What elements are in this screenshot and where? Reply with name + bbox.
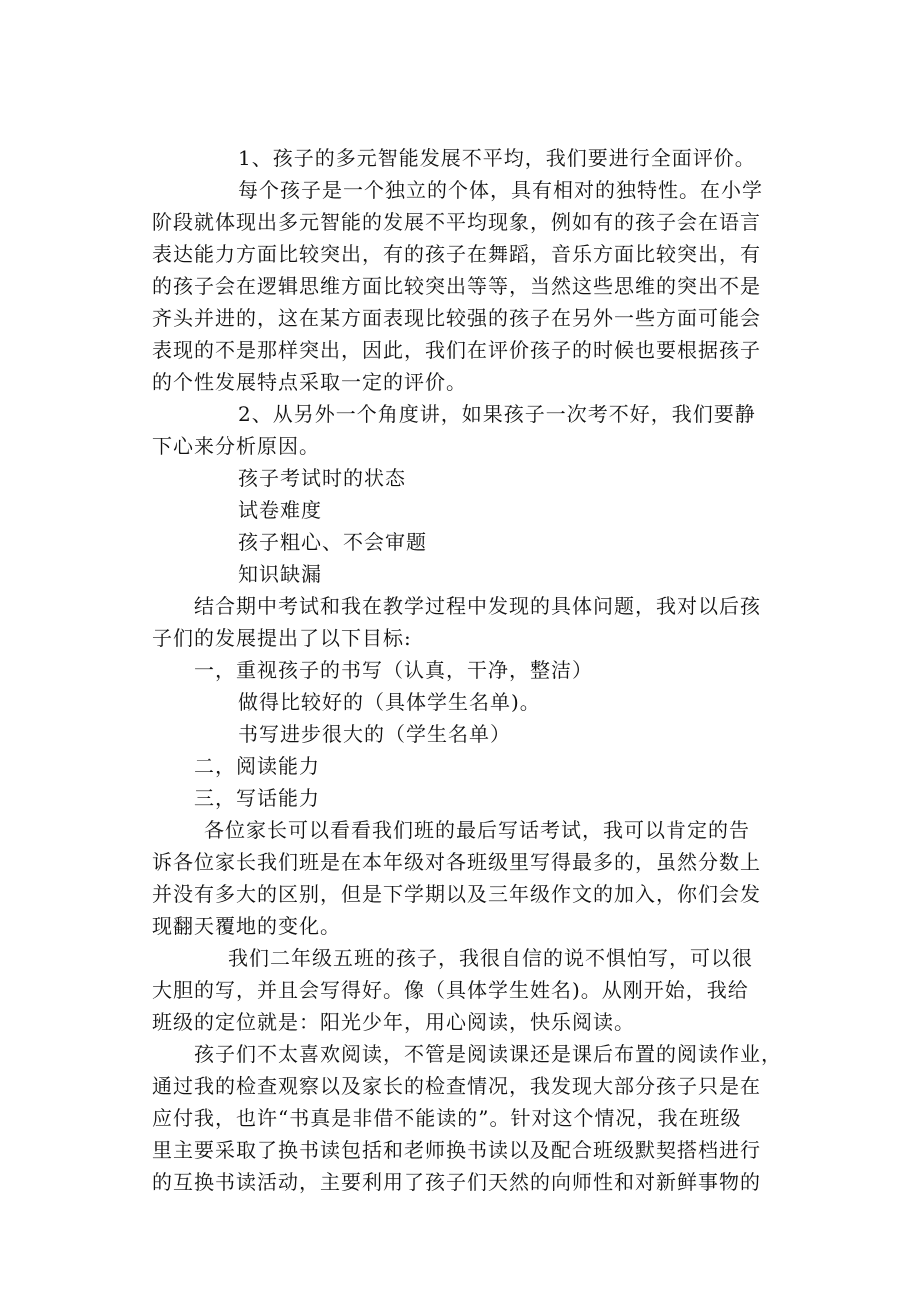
paragraph-line: 各位家长可以看看我们班的最后写话考试，我可以肯定的告 — [204, 818, 750, 842]
paragraph-line: 每个孩子是一个独立的个体，具有相对的独特性。在小学 — [238, 178, 763, 202]
heading-point-2: 2、从另外一个角度讲，如果孩子一次考不好，我们要静 — [238, 402, 756, 426]
goal-heading-3: 三，写话能力 — [194, 786, 320, 810]
paragraph-line: 表现的不是那样突出，因此，我们在评价孩子的时候也要根据孩子 — [152, 338, 761, 362]
paragraph-line: 表达能力方面比较突出，有的孩子在舞蹈，音乐方面比较突出，有 — [152, 242, 761, 266]
paragraph-line: 齐头并进的，这在某方面表现比较强的孩子在另外一些方面可能会 — [152, 306, 761, 330]
paragraph-line: 里主要采取了换书读包括和老师换书读以及配合班级默契搭档进行 — [152, 1138, 761, 1162]
goal-heading-2: 二，阅读能力 — [194, 754, 320, 778]
paragraph-line: 子们的发展提出了以下目标: — [152, 626, 412, 650]
paragraph-line: 孩子们不太喜欢阅读，不管是阅读课还是课后布置的阅读作业， — [194, 1042, 782, 1066]
paragraph-line: 阶段就体现出多元智能的发展不平均现象，例如有的孩子会在语言 — [152, 210, 761, 234]
paragraph-line: 班级的定位就是：阳光少年，用心阅读，快乐阅读。 — [152, 1010, 635, 1034]
paragraph-line: 下心来分析原因。 — [152, 434, 320, 458]
paragraph-line: 通过我的检查观察以及家长的检查情况，我发现大部分孩子只是在 — [152, 1074, 761, 1098]
list-item: 孩子粗心、不会审题 — [238, 530, 427, 554]
paragraph-line: 现翻天覆地的变化。 — [152, 914, 341, 938]
list-item: 孩子考试时的状态 — [238, 466, 406, 490]
paragraph-line: 结合期中考试和我在教学过程中发现的具体问题，我对以后孩 — [194, 594, 761, 618]
paragraph-line: 我们二年级五班的孩子，我很自信的说不惧怕写，可以很 — [228, 946, 753, 970]
paragraph-line: 诉各位家长我们班是在本年级对各班级里写得最多的，虽然分数上 — [152, 850, 761, 874]
paragraph-line: 并没有多大的区别，但是下学期以及三年级作文的加入，你们会发 — [152, 882, 761, 906]
list-item: 知识缺漏 — [238, 562, 322, 586]
goal-heading-1: 一，重视孩子的书写（认真，干净，整洁） — [194, 658, 593, 682]
paragraph-line: 的孩子会在逻辑思维方面比较突出等等，当然这些思维的突出不是 — [152, 274, 761, 298]
list-item: 做得比较好的（具体学生名单)。 — [238, 690, 541, 714]
paragraph-line: 应付我，也许“书真是非借不能读的”。针对这个情况，我在班级 — [152, 1106, 742, 1130]
list-item: 书写进步很大的（学生名单） — [238, 722, 511, 746]
paragraph-line: 的个性发展特点采取一定的评价。 — [152, 370, 467, 394]
paragraph-line: 的互换书读活动，主要利用了孩子们天然的向师性和对新鲜事物的 — [152, 1170, 761, 1194]
paragraph-line: 大胆的写，并且会写得好。像（具体学生姓名)。从刚开始，我给 — [152, 978, 749, 1002]
list-item: 试卷难度 — [238, 498, 322, 522]
heading-point-1: 1、孩子的多元智能发展不平均，我们要进行全面评价。 — [238, 146, 756, 170]
